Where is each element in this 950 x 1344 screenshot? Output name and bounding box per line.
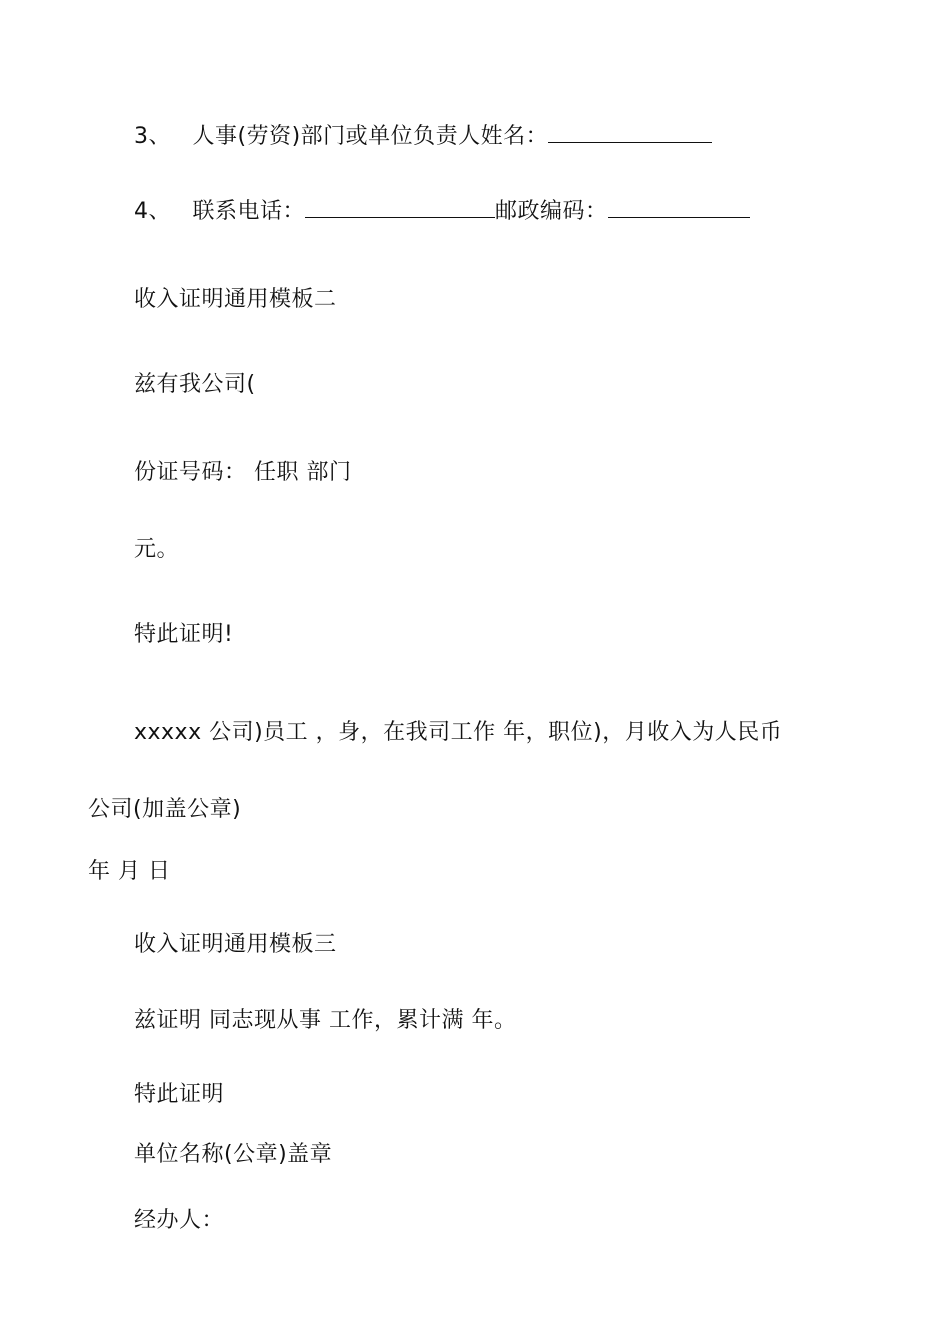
- item-number: 4、: [134, 199, 171, 224]
- unit-name-line: 单位名称(公章)盖章: [134, 1142, 333, 1167]
- template2-title: 收入证明通用模板二: [134, 287, 337, 312]
- template2-line2: 份证号码： 任职 部门: [134, 460, 352, 485]
- item-3-line: [134, 122, 712, 152]
- fill-blank: [548, 122, 712, 143]
- company-seal-line: 公司(加盖公章): [88, 797, 242, 822]
- template3-line2: 特此证明: [134, 1082, 225, 1107]
- item-4-line: [134, 197, 750, 227]
- template3-line1: 兹证明 同志现从事 工作，累计满 年。: [134, 1008, 517, 1033]
- item-number: 3、: [134, 124, 171, 149]
- template2-line1: 兹有我公司(: [134, 372, 256, 397]
- template2-line4: 特此证明!: [134, 622, 234, 647]
- handler-line: 经办人：: [134, 1208, 225, 1233]
- date-line: 年 月 日: [88, 859, 171, 884]
- template3-title: 收入证明通用模板三: [134, 932, 337, 957]
- postcode-label: 邮政编码：: [495, 199, 608, 224]
- postcode-blank: [608, 197, 750, 218]
- item-label: 人事(劳资)部门或单位负责人姓名：: [192, 124, 549, 149]
- phone-blank: [305, 197, 495, 218]
- phone-label: 联系电话：: [192, 199, 306, 224]
- template2-line3: 元。: [134, 537, 180, 562]
- template2-line5: xxxxx 公司)员工 ，身，在我司工作 年，职位)，月收入为人民币: [134, 720, 783, 745]
